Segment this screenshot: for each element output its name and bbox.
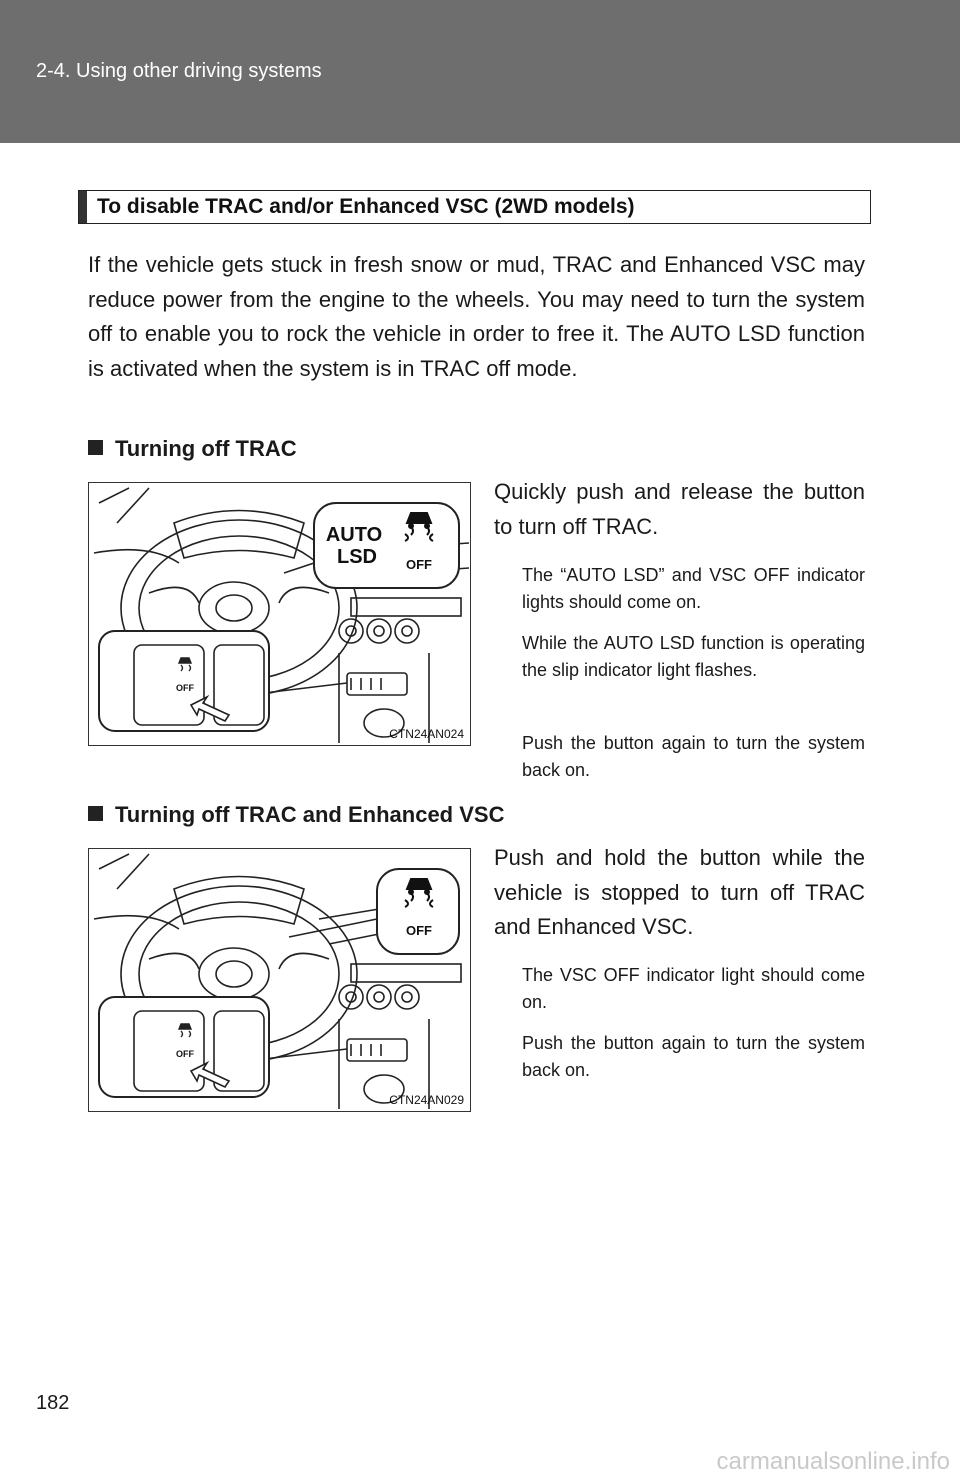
figure-trac-vsc-off (88, 848, 471, 1112)
figure-code: CTN24AN024 (389, 727, 464, 741)
lsd-label: LSD (337, 546, 377, 568)
off-label: OFF (406, 923, 432, 938)
dashboard-illustration (89, 483, 469, 744)
figure-trac-off (88, 482, 471, 746)
subheading-turning-off-trac (88, 436, 297, 462)
note-push-again-2: Push the button again to turn the system back on. (522, 1033, 865, 1080)
section-heading-box (78, 190, 871, 224)
subheading-text: Turning off TRAC and Enhanced VSC (115, 802, 505, 827)
note-vsc-off-indicator: The VSC OFF indicator light should come on. (522, 965, 865, 1012)
intro-paragraph: If the vehicle gets stuck in fresh snow or mud, TRAC and Enhanced VSC may reduce power from the engine to the wheels. You may need to turn the system off to enable you to rock the vehicle in order to free it. The AUTO LSD function is activated when the system is in TRAC off mode. (88, 252, 865, 381)
instruction-turning-off-trac-vsc: Push and hold the button while the vehicle is stopped to turn off TRAC and Enhanced VSC. (494, 845, 865, 939)
subheading-text: Turning off TRAC (115, 436, 297, 461)
square-bullet-icon (88, 440, 103, 455)
off-label: OFF (406, 557, 432, 572)
section-title: To disable TRAC and/or Enhanced VSC (2WD models) (97, 195, 635, 218)
button-off-label: OFF (176, 683, 194, 693)
note-push-again-1: Push the button again to turn the system back on. (522, 733, 865, 780)
page-number: 182 (36, 1392, 70, 1414)
square-bullet-icon (88, 806, 103, 821)
watermark: carmanualsonline.info (716, 1448, 950, 1475)
instruction-turning-off-trac: Quickly push and release the button to turn off TRAC. (494, 479, 865, 539)
dashboard-illustration (89, 849, 469, 1110)
chapter-title: 2-4. Using other driving systems (36, 60, 322, 82)
subheading-turning-off-trac-vsc (88, 802, 504, 828)
auto-label: AUTO (325, 524, 383, 546)
figure-code: CTN24AN029 (389, 1093, 464, 1107)
button-off-label: OFF (176, 1049, 194, 1059)
note-slip-indicator: While the AUTO LSD function is operating the slip indicator light flashes. (522, 633, 865, 680)
note-indicator-lights: The “AUTO LSD” and VSC OFF indicator lights should come on. (522, 565, 865, 612)
page-header (0, 0, 960, 143)
